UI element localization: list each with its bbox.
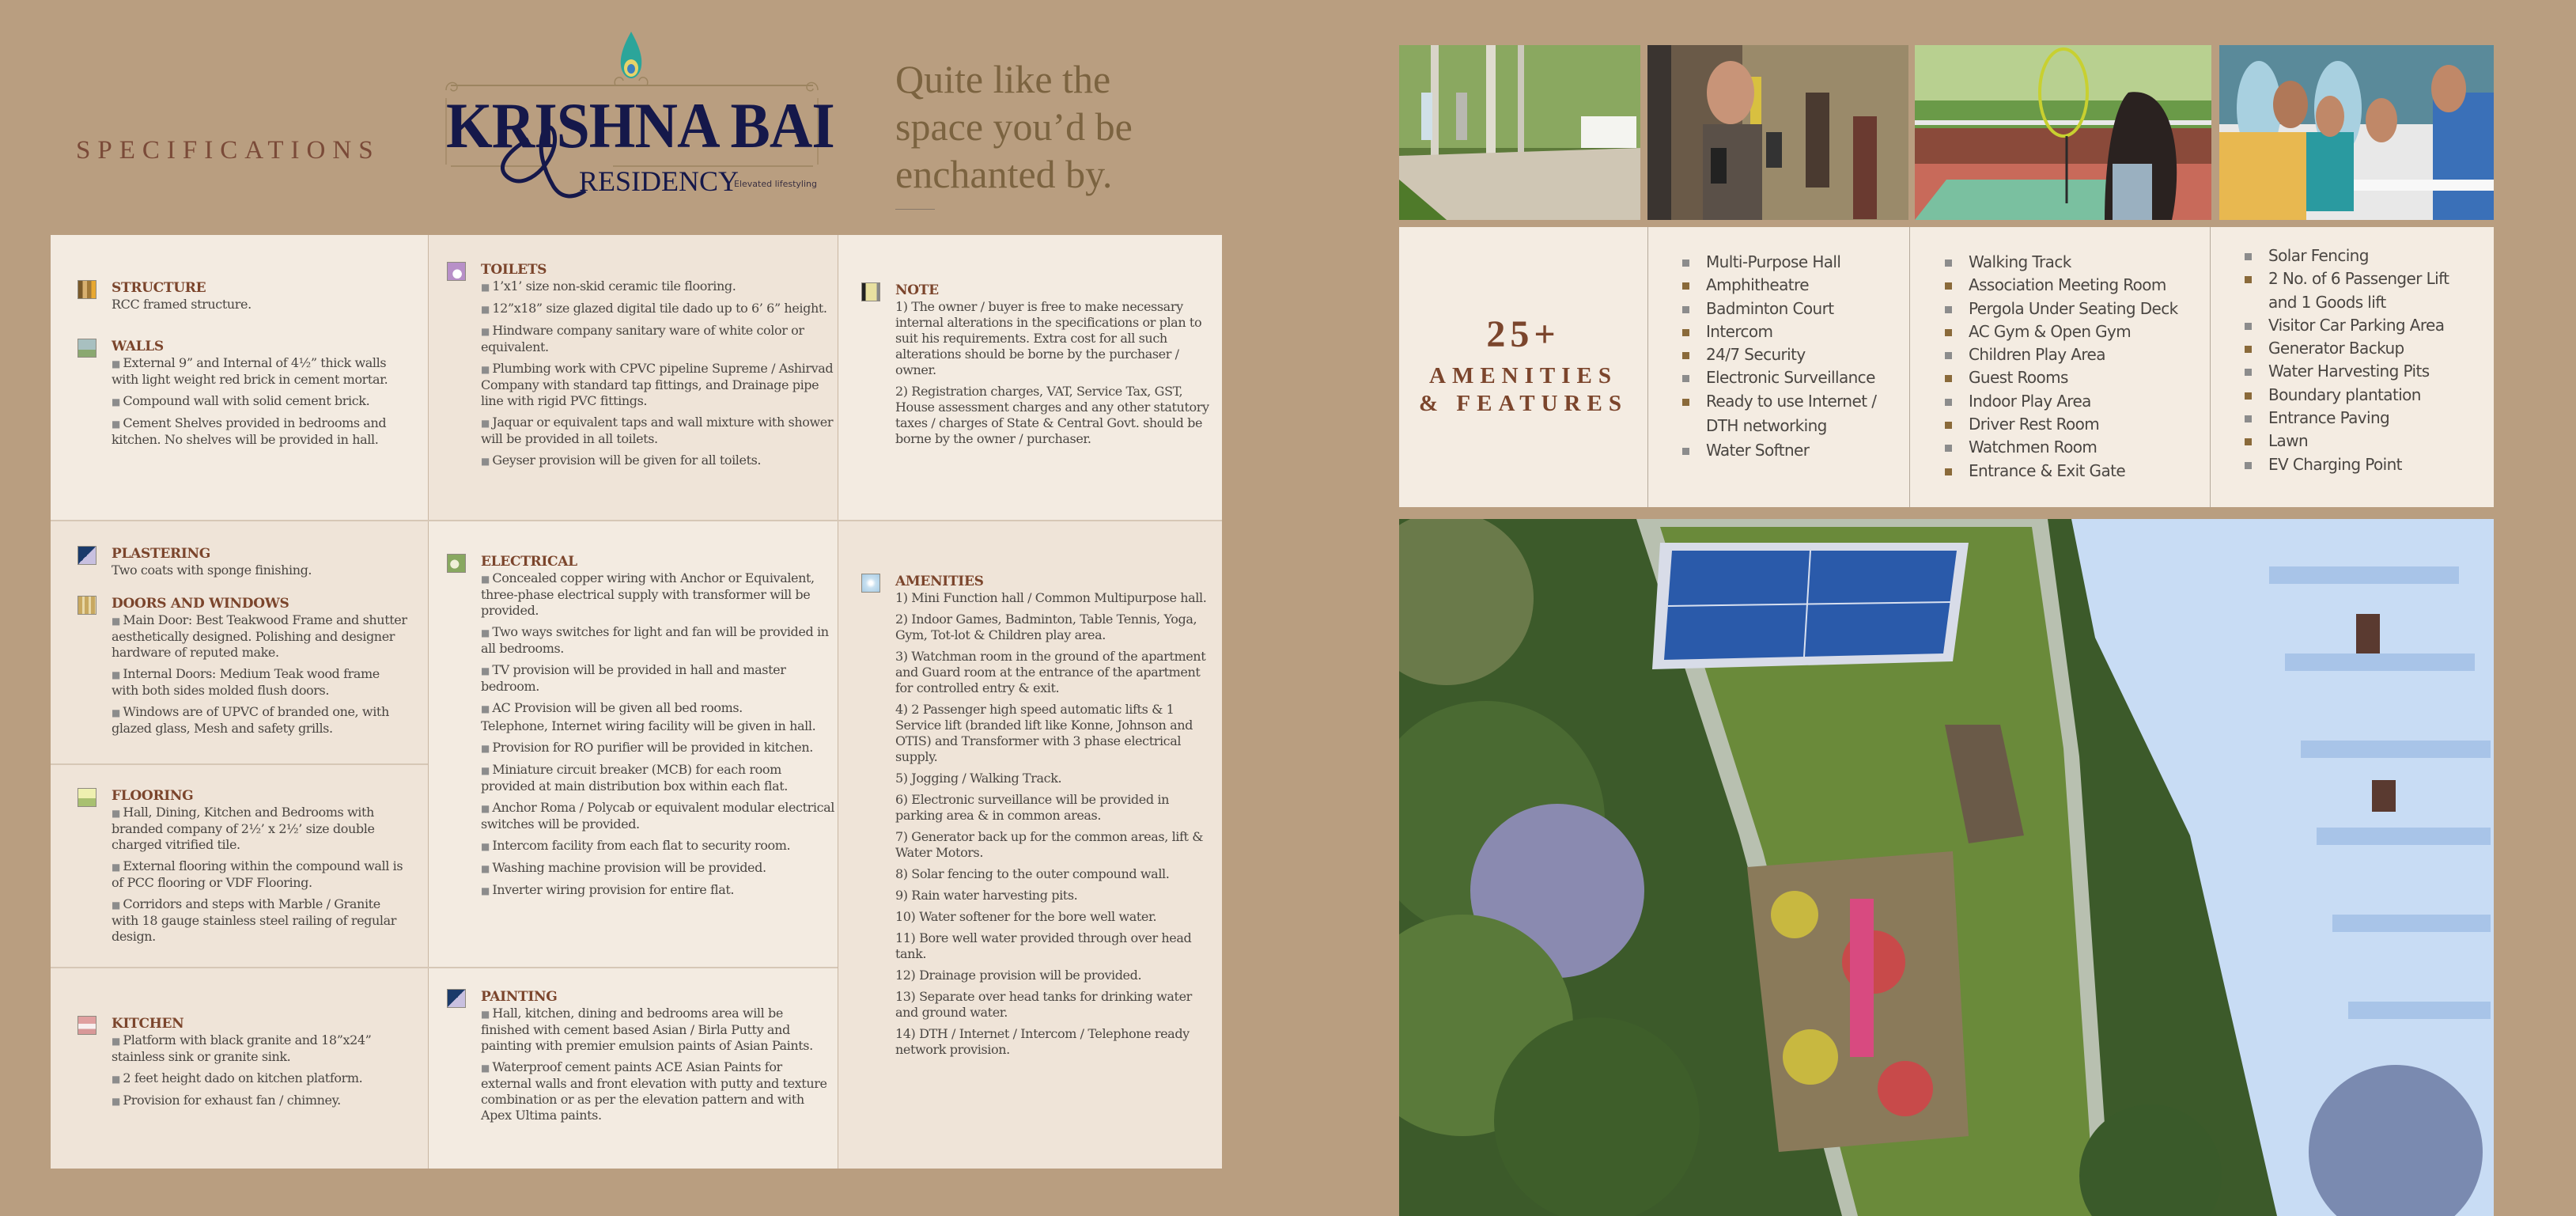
amenity-item: Entrance & Exit Gate [1945,460,2178,483]
spec-item: 10) Water softener for the bore well water. [895,909,1157,924]
tagline-line: Quite like the [895,57,1111,101]
bullet-icon [2245,276,2252,283]
spec-item: 9) Rain water harvesting pits. [895,888,1078,903]
spec-item: ■ Main Door: Best Teakwood Frame and shutter aesthetically designed. Polishing and designer hardware of reputed make. [112,612,410,661]
amenity-item: Intercom [1682,320,1876,343]
spec-doors-windows [78,596,410,742]
spec-item: 13) Separate over head tanks for drinking water and ground water. [895,989,1192,1020]
bullet-icon [1945,329,1952,336]
amenity-item: Electronic Surveillance [1682,366,1876,389]
spec-item: 14) DTH / Internet / Intercom / Telephone ready network provision. [895,1026,1190,1057]
tagline-line: space you’d be [895,104,1133,149]
specifications-heading: SPECIFICATIONS [76,136,380,165]
specifications-table [51,235,1222,1169]
floor-tile-icon [78,788,96,807]
amenities-list-3 [2245,244,2449,476]
bullet-icon [2245,415,2252,422]
bullet-icon [1945,468,1952,475]
spec-painting [447,989,834,1129]
spec-item: 2) Indoor Games, Badminton, Table Tennis, Yoga, Gym, Tot-lot & Children play area. [895,612,1197,642]
spec-item: ■ Plumbing work with CPVC pipeline Supreme / Ashirvad Company with standard tap fittings, and Drainage pipe line with rigid PVC fittings. [481,361,834,409]
spec-structure [78,280,410,318]
bullet-icon [2245,369,2252,376]
amenity-item: AC Gym & Open Gym [1945,320,2178,343]
spec-title: TOILETS [481,262,547,278]
amenity-item: Badminton Court [1682,297,1876,320]
spec-item: ■ Compound wall with solid cement brick. [112,393,410,410]
paint-icon [447,989,466,1008]
jogging-photo [1399,45,1640,220]
bullet-icon [2245,438,2252,445]
amenity-item: Boundary plantation [2245,384,2449,407]
amenities-panel [1399,227,2494,507]
logo-tagline: Elevated lifestyling [734,179,817,189]
column-divider [1909,227,1910,507]
spec-item: 7) Generator back up for the common areas, lift & Water Motors. [895,829,1204,860]
amenity-item: Association Meeting Room [1945,274,2178,297]
building-icon [78,280,96,299]
spec-item: 11) Bore well water provided through over head tank. [895,930,1192,961]
logo-subtitle: RESIDENCY [579,165,740,197]
spec-title: STRUCTURE [112,280,206,296]
amenities-list-2 [1945,251,2178,483]
amenity-item: 2 No. of 6 Passenger Lift [2245,267,2449,290]
amenity-item-continued: DTH networking [1706,416,1827,436]
spec-title: WALLS [112,339,164,354]
badminton-photo [1915,45,2211,220]
spec-item: ■ Platform with black granite and 18”x24” stainless sink or granite sink. [112,1032,410,1065]
bullet-icon [1682,306,1689,313]
gym-photo-image [1647,45,1908,220]
spec-title: PLASTERING [112,546,210,562]
spec-item: ■ Hindware company sanitary ware of white color or equivalent. [481,323,834,355]
amenity-item: EV Charging Point [2245,453,2449,476]
spec-item: 1) The owner / buyer is free to make necessary internal alterations in the specifications or plan to suit his requirements. Extra cost for all such alterations should be borne by the purchaser / owner. [895,299,1202,377]
amenities-count: 25+ [1486,313,1560,355]
logo-wordmark: KRISHNA BAI [446,89,834,161]
spec-text: Telephone, Internet wiring facility will be given in hall. [481,718,816,733]
washbasin-icon [447,262,466,281]
spec-item: ■ TV provision will be provided in hall and master bedroom. [481,662,834,695]
pointing-hand-icon [861,282,880,301]
row-divider [51,520,1222,521]
amenity-item: Generator Backup [2245,337,2449,360]
amenity-item: Solar Fencing [2245,244,2449,267]
kitchen-hood-icon [78,1016,96,1035]
column-divider [2210,227,2211,507]
jogging-photo-image [1399,45,1640,220]
tagline [895,55,1133,198]
spec-item: ■ Cement Shelves provided in bedrooms and kitchen. No shelves will be provided in hall. [112,415,410,448]
family-chess-photo [2219,45,2494,220]
spec-title: AMENITIES [895,574,984,589]
aerial-site-image [1399,519,2494,1216]
spec-title: NOTE [895,282,939,298]
spec-item: ■ Provision for exhaust fan / chimney. [112,1093,410,1109]
spec-title: FLOORING [112,788,194,804]
spec-text: Two coats with sponge finishing. [112,563,312,578]
bullet-icon [1682,399,1689,406]
amenity-item: Multi-Purpose Hall [1682,251,1876,274]
bullet-icon [1682,448,1689,455]
spec-title: ELECTRICAL [481,554,577,570]
spec-item: ■ Windows are of UPVC of branded one, with glazed glass, Mesh and safety grills. [112,704,410,737]
spec-plastering [78,546,410,584]
spec-item: ■ Geyser provision will be given for all toilets. [481,453,834,469]
bullet-icon [1945,352,1952,359]
amenity-item: Ready to use Internet / [1682,390,1876,413]
spec-item: ■ External 9” and Internal of 4½” thick walls with light weight red brick in cement mortar. [112,355,410,388]
krishna-bai-logo [435,28,834,199]
bullet-icon [1945,375,1952,382]
spec-item: ■ Intercom facility from each flat to security room. [481,838,834,854]
amenity-item-continued: and 1 Goods lift [2268,292,2386,312]
family-chess-photo-image [2219,45,2494,220]
amenity-item: Indoor Play Area [1945,390,2178,413]
spec-amenities [861,574,1209,1063]
spec-title: DOORS AND WINDOWS [112,596,289,612]
spec-item: ■ Concealed copper wiring with Anchor or Equivalent, three-phase electrical supply with transformer will be provided. [481,570,834,619]
spec-electrical [447,554,834,904]
spec-flooring [78,788,410,950]
spec-item: ■ Hall, kitchen, dining and bedrooms area will be finished with cement based Asian / Birla Putty and painting with premier emulsion paints of Asian Paints. [481,1006,834,1054]
amenities-label: AMENITIES [1429,363,1617,388]
bullet-icon [1682,375,1689,382]
bullet-icon [2245,346,2252,353]
row-divider [51,763,428,765]
amenity-item: Watchmen Room [1945,436,2178,459]
spec-item: 4) 2 Passenger high speed automatic lifts & 1 Service lift (branded lift like Konne, Johnson and OTIS) and Transformer with 3 phase electrical supply. [895,702,1193,764]
spec-item: 2) Registration charges, VAT, Service Tax, GST, House assessment charges and any other statutory taxes / charges of State & Central Govt. should be borne by the owner / purchaser. [895,384,1209,446]
spec-title: PAINTING [481,989,558,1005]
spec-item: ■ Anchor Roma / Polycab or equivalent modular electrical switches will be provided. [481,800,834,832]
spec-walls [78,339,410,453]
aerial-site-view [1399,519,2494,1216]
spec-item: ■ External flooring within the compound wall is of PCC flooring or VDF Flooring. [112,858,410,891]
column-divider [1647,227,1648,507]
spec-item: ■ Provision for RO purifier will be provided in kitchen. [481,740,834,756]
badminton-photo-image [1915,45,2211,220]
bullet-icon [1945,445,1952,452]
snowflake-icon [861,574,880,593]
spec-item: 6) Electronic surveillance will be provided in parking area & in common areas. [895,792,1169,823]
amenity-item: Guest Rooms [1945,366,2178,389]
spec-text: RCC framed structure. [112,297,252,312]
spec-item: 3) Watchman room in the ground of the apartment and Guard room at the entrance of the apartment for controlled entry & exit. [895,649,1206,695]
spec-kitchen [78,1016,410,1115]
amenity-item: Pergola Under Seating Deck [1945,297,2178,320]
door-icon [78,596,96,615]
bullet-icon [1682,282,1689,290]
spec-item: ■ Two ways switches for light and fan will be provided in all bedrooms. [481,624,834,657]
spec-title: KITCHEN [112,1016,184,1032]
amenity-item: Water Softner [1682,439,1876,462]
spec-item: ■ 2 feet height dado on kitchen platform. [112,1070,410,1087]
bullet-icon [2245,253,2252,260]
bullet-icon [2245,323,2252,330]
spec-item: ■ Inverter wiring provision for entire flat. [481,882,834,899]
spec-item: 8) Solar fencing to the outer compound wall. [895,866,1170,881]
amenity-item: Lawn [2245,430,2449,453]
spec-item: ■ 12”x18” size glazed digital tile dado up to 6’ 6” height. [481,301,834,317]
amenity-item: Visitor Car Parking Area [2245,314,2449,337]
spec-item: ■ Jaquar or equivalent taps and wall mixture with shower will be provided in all toilets. [481,415,834,447]
bullet-icon [1682,329,1689,336]
bullet-icon [2245,462,2252,469]
bullet-icon [1945,399,1952,406]
bullet-icon [1945,282,1952,290]
switch-icon [447,554,466,573]
spec-item: ■ Corridors and steps with Marble / Granite with 18 gauge stainless steel railing of regular design. [112,896,410,945]
amenities-label: & FEATURES [1419,391,1628,416]
spec-item: 1) Mini Function hall / Common Multipurpose hall. [895,590,1207,605]
spec-item: 12) Drainage provision will be provided. [895,968,1142,983]
bullet-icon [1682,259,1689,267]
spec-item: ■ Hall, Dining, Kitchen and Bedrooms with branded company of 2½’ x 2½’ size double charged vitrified tile. [112,805,410,853]
bullet-icon [2245,392,2252,400]
tagline-divider [895,209,935,210]
tagline-line: enchanted by. [895,152,1113,196]
amenity-item: Entrance Paving [2245,407,2449,430]
amenities-list-1 [1682,251,1876,462]
spec-item: 5) Jogging / Walking Track. [895,771,1062,786]
bullet-icon [1945,259,1952,267]
wall-icon [78,339,96,358]
amenity-item: Driver Rest Room [1945,413,2178,436]
row-divider [51,967,838,968]
column-divider [428,235,429,1169]
spec-item: ■ Washing machine provision will be provided. [481,860,834,877]
bullet-icon [1682,352,1689,359]
amenity-item: Water Harvesting Pits [2245,360,2449,383]
amenity-item: Amphitheatre [1682,274,1876,297]
amenity-item: Children Play Area [1945,343,2178,366]
bullet-icon [1945,306,1952,313]
spec-item: ■ Miniature circuit breaker (MCB) for each room provided at main distribution box within each flat. [481,762,834,794]
bullet-icon [1945,422,1952,429]
spec-note [861,282,1209,453]
trowel-icon [78,546,96,565]
spec-item: ■ Waterproof cement paints ACE Asian Paints for external walls and front elevation with putty and texture combination or as per the elevation pattern and with Apex Ultima paints. [481,1059,834,1123]
gym-photo [1647,45,1908,220]
spec-toilets [447,262,834,475]
spec-item: ■ 1’x1’ size non-skid ceramic tile flooring. [481,278,834,295]
amenity-item: Walking Track [1945,251,2178,274]
amenity-item: 24/7 Security [1682,343,1876,366]
spec-item: ■ AC Provision will be given all bed rooms. [481,700,834,717]
spec-item: ■ Internal Doors: Medium Teak wood frame with both sides molded flush doors. [112,666,410,699]
